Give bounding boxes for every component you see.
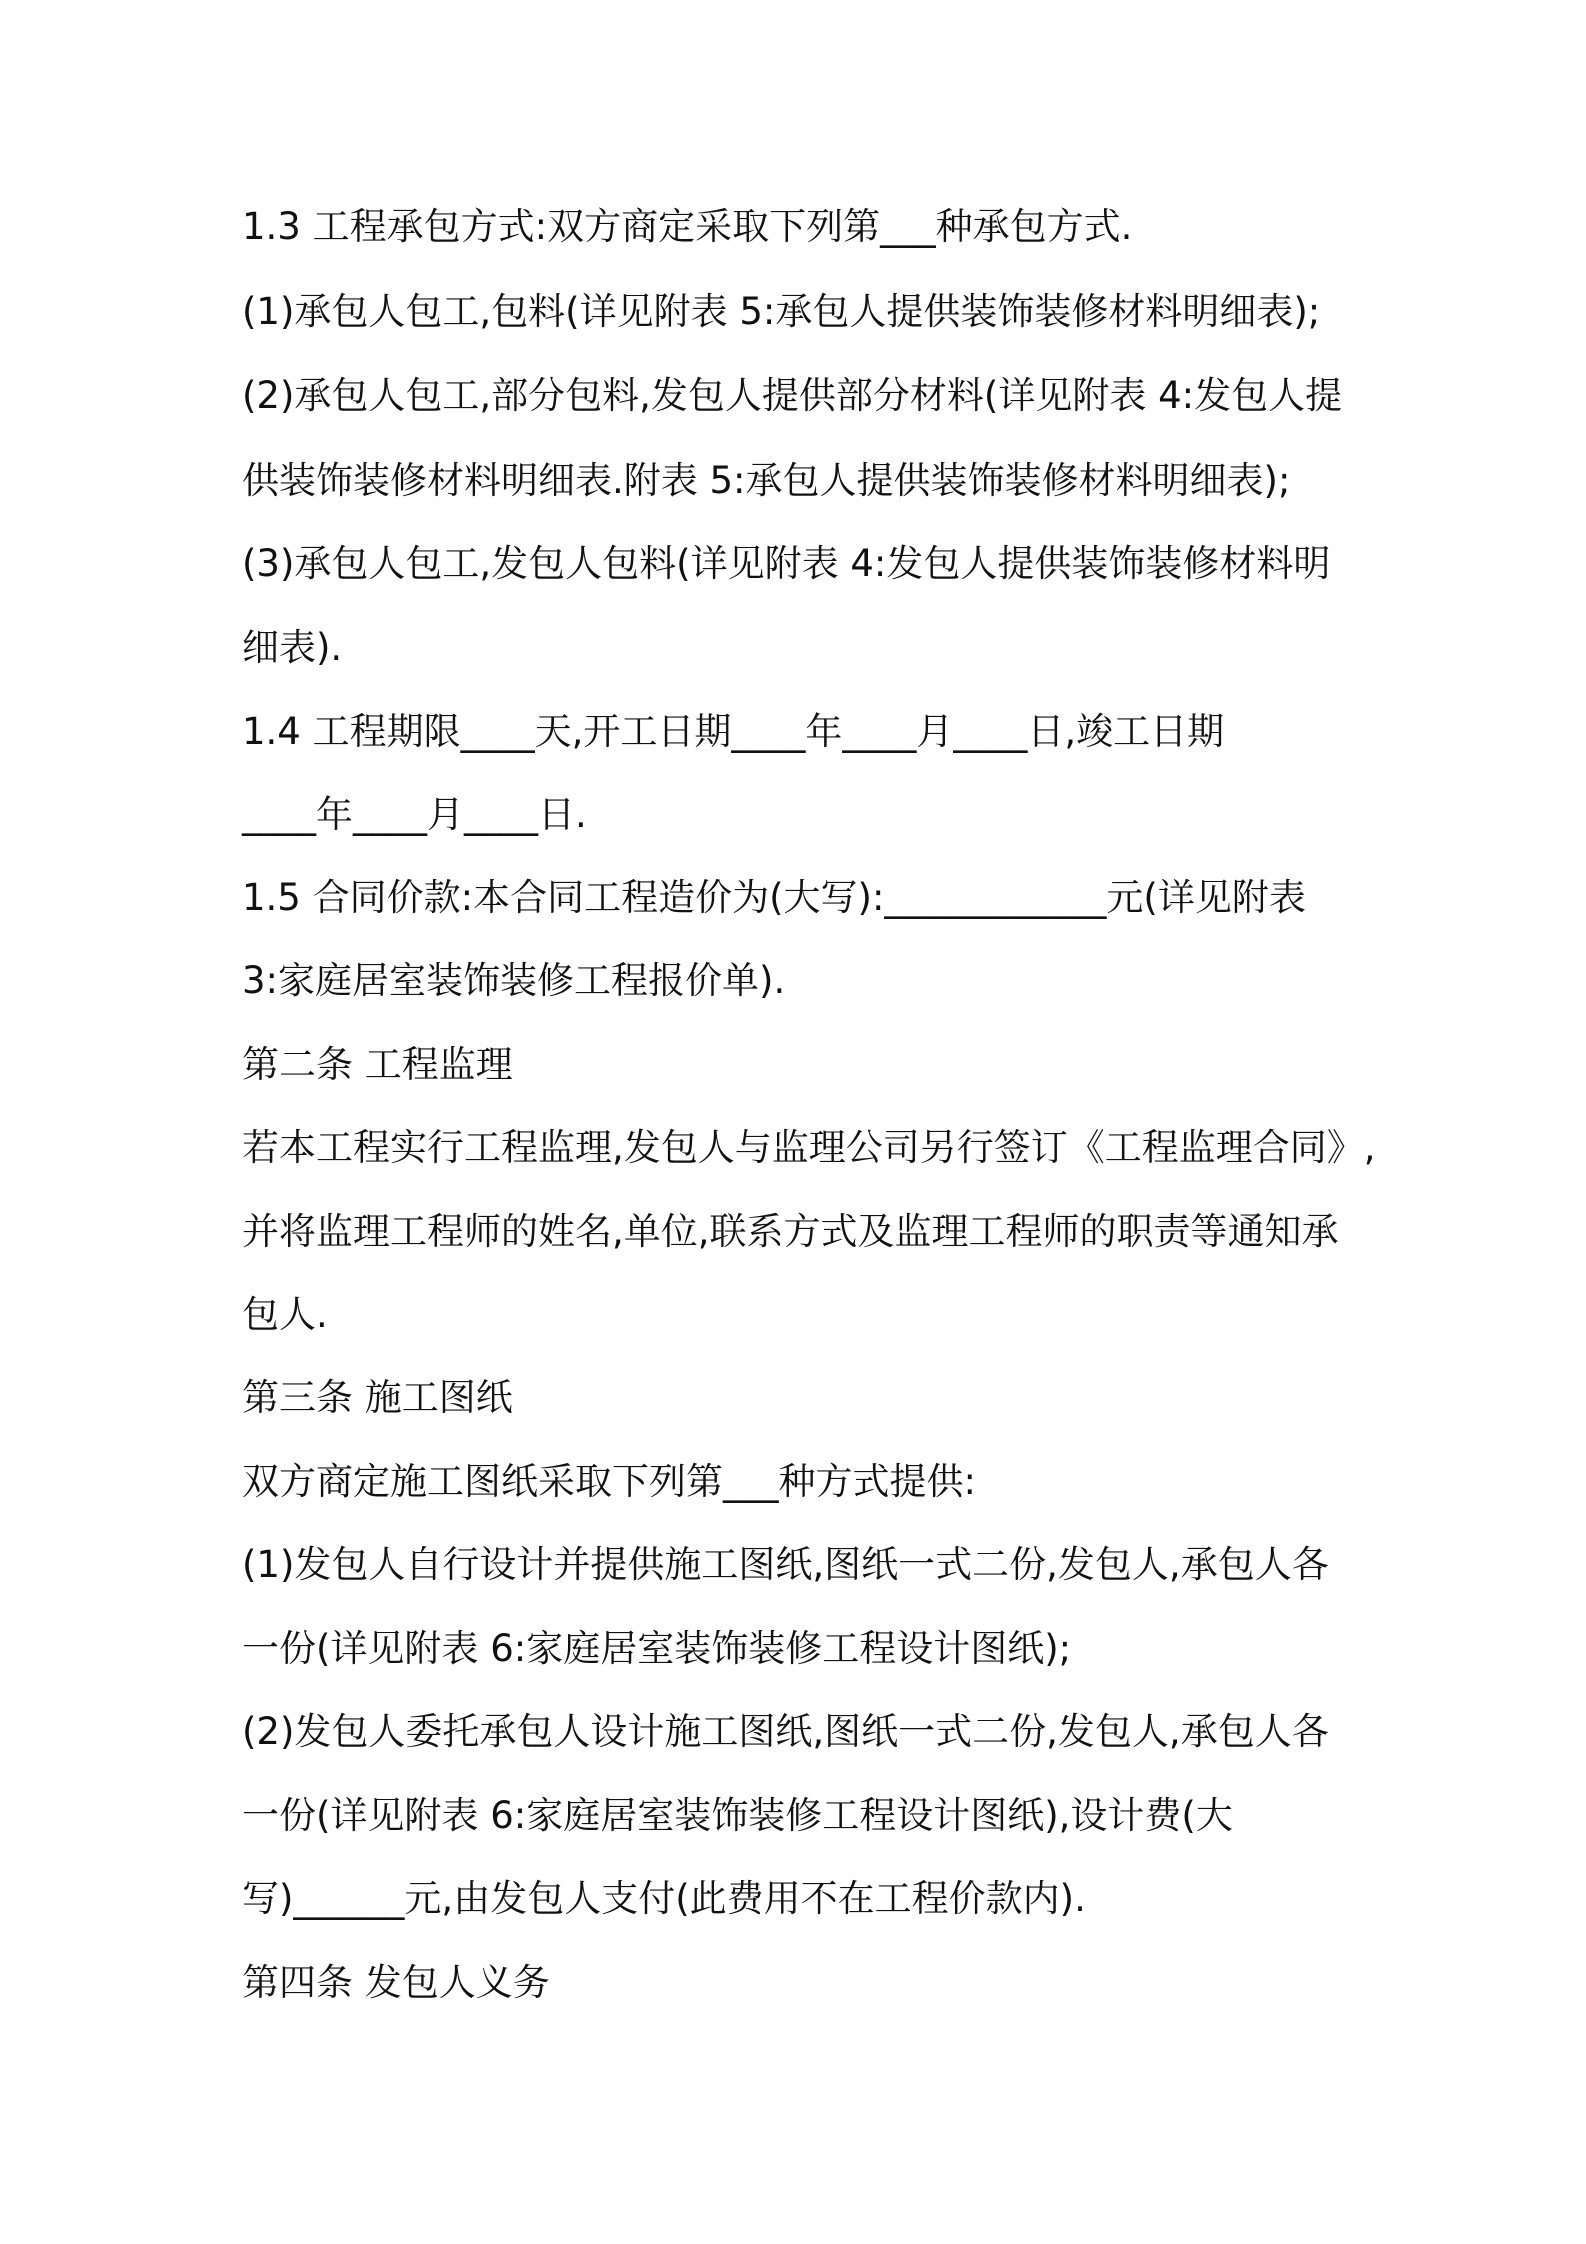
article-3-option-1-line-1: (1)发包人自行设计并提供施工图纸,图纸一式二份,发包人,承包人各	[242, 1543, 1329, 1586]
article-3-option-2-line-2: 一份(详见附表 6:家庭居室装饰装修工程设计图纸),设计费(大	[242, 1794, 1233, 1837]
article-3-option-2-line-3: 写)______元,由发包人支付(此费用不在工程价款内).	[242, 1877, 1086, 1920]
clause-1-4-text-line-1: 1.4 工程期限____天,开工日期____年____月____日,竣工日期	[242, 710, 1225, 753]
article-4-heading: 第四条 发包人义务	[242, 1961, 550, 2004]
option-3-text-line-2: 细表).	[242, 626, 343, 669]
article-3-option-2-line-1: (2)发包人委托承包人设计施工图纸,图纸一式二份,发包人,承包人各	[242, 1710, 1329, 1753]
option-3-text-line-1: (3)承包人包工,发包人包料(详见附表 4:发包人提供装饰装修材料明	[242, 542, 1331, 585]
article-3-heading: 第三条 施工图纸	[242, 1376, 513, 1419]
article-2-heading: 第二条 工程监理	[242, 1043, 513, 1086]
option-2-text-line-1: (2)承包人包工,部分包料,发包人提供部分材料(详见附表 4:发包人提	[242, 374, 1343, 417]
clause-1-5-text-line-1: 1.5 合同价款:本合同工程造价为(大写):____________元(详见附表	[242, 876, 1306, 919]
option-1-text: (1)承包人包工,包料(详见附表 5:承包人提供装饰装修材料明细表);	[242, 290, 1321, 333]
article-2-text-line-2: 并将监理工程师的姓名,单位,联系方式及监理工程师的职责等通知承	[242, 1210, 1339, 1253]
option-2-text-line-2: 供装饰装修材料明细表.附表 5:承包人提供装饰装修材料明细表);	[242, 459, 1291, 502]
article-3-text: 双方商定施工图纸采取下列第___种方式提供:	[242, 1460, 976, 1503]
clause-1-3-text: 1.3 工程承包方式:双方商定采取下列第___种承包方式.	[242, 205, 1133, 248]
clause-1-5-text-line-2: 3:家庭居室装饰装修工程报价单).	[242, 959, 786, 1002]
article-2-text-line-1: 若本工程实行工程监理,发包人与监理公司另行签订《工程监理合同》,	[242, 1126, 1376, 1169]
clause-1-4-text-line-2: ____年____月____日.	[242, 793, 587, 836]
article-3-option-1-line-2: 一份(详见附表 6:家庭居室装饰装修工程设计图纸);	[242, 1627, 1072, 1670]
article-2-text-line-3: 包人.	[242, 1293, 328, 1336]
